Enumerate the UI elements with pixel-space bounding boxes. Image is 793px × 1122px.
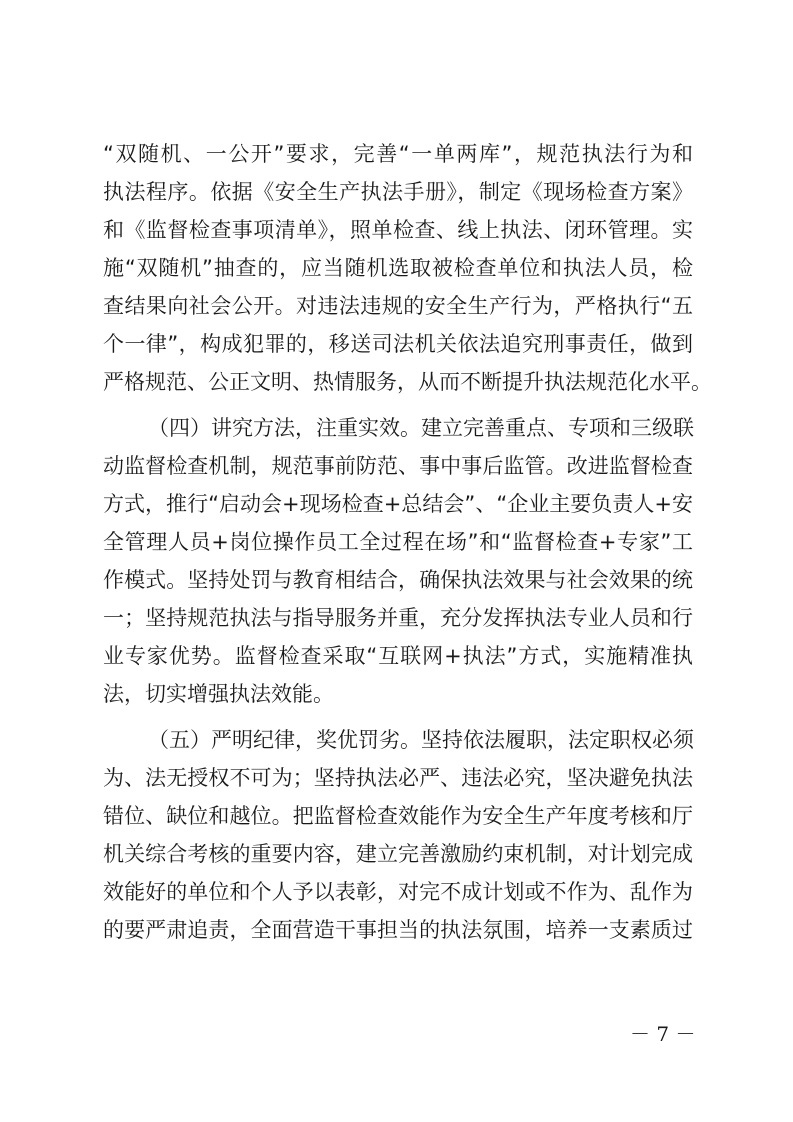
text-line: 错位、缺位和越位。把监督检查效能作为安全生产年度考核和厅 bbox=[103, 804, 693, 828]
text-line: 效能好的单位和个人予以表彰，对完不成计划或不作为、乱作为 bbox=[103, 880, 693, 904]
text-line: 方式，推行“启动会+现场检查+总结会”、“企业主要负责人+安 bbox=[103, 492, 693, 516]
text-line: 动监督检查机制，规范事前防范、事中事后监管。改进监督检查 bbox=[103, 454, 693, 478]
text-line: 查结果向社会公开。对违法违规的安全生产行为，严格执行“五 bbox=[103, 294, 693, 318]
text-line: 业专家优势。监督检查采取“互联网+执法”方式，实施精准执 bbox=[103, 644, 693, 668]
text-line: 一；坚持规范执法与指导服务并重，充分发挥执法专业人员和行 bbox=[103, 606, 693, 630]
section-heading-line: （五）严明纪律，奖优罚劣。坚持依法履职，法定职权必须 bbox=[148, 728, 694, 752]
page-number: － 7 － bbox=[630, 1022, 696, 1046]
text-line: 严格规范、公正文明、热情服务，从而不断提升执法规范化水平。 bbox=[103, 370, 712, 394]
section-heading-line: （四）讲究方法，注重实效。建立完善重点、专项和三级联 bbox=[148, 416, 694, 440]
text-line: 法，切实增强执法效能。 bbox=[103, 682, 334, 706]
text-line: 和《监督检查事项清单》，照单检查、线上执法、闭环管理。实 bbox=[103, 218, 693, 242]
text-line: 作模式。坚持处罚与教育相结合，确保执法效果与社会效果的统 bbox=[103, 568, 693, 592]
text-line: 执法程序。依据《安全生产执法手册》，制定《现场检查方案》 bbox=[103, 180, 693, 204]
text-line: 个一律”，构成犯罪的，移送司法机关依法追究刑事责任，做到 bbox=[103, 332, 693, 356]
text-line: 机关综合考核的重要内容，建立完善激励约束机制，对计划完成 bbox=[103, 842, 693, 866]
text-line: 全管理人员+岗位操作员工全过程在场”和“监督检查+专家”工 bbox=[103, 530, 693, 554]
text-line: 为、法无授权不可为；坚持执法必严、违法必究，坚决避免执法 bbox=[103, 766, 693, 790]
text-line: 施“双随机”抽查的，应当随机选取被检查单位和执法人员，检 bbox=[103, 256, 693, 280]
text-line: 的要严肃追责，全面营造干事担当的执法氛围，培养一支素质过 bbox=[103, 918, 693, 942]
text-line: “双随机、一公开”要求，完善“一单两库”，规范执法行为和 bbox=[103, 142, 693, 166]
